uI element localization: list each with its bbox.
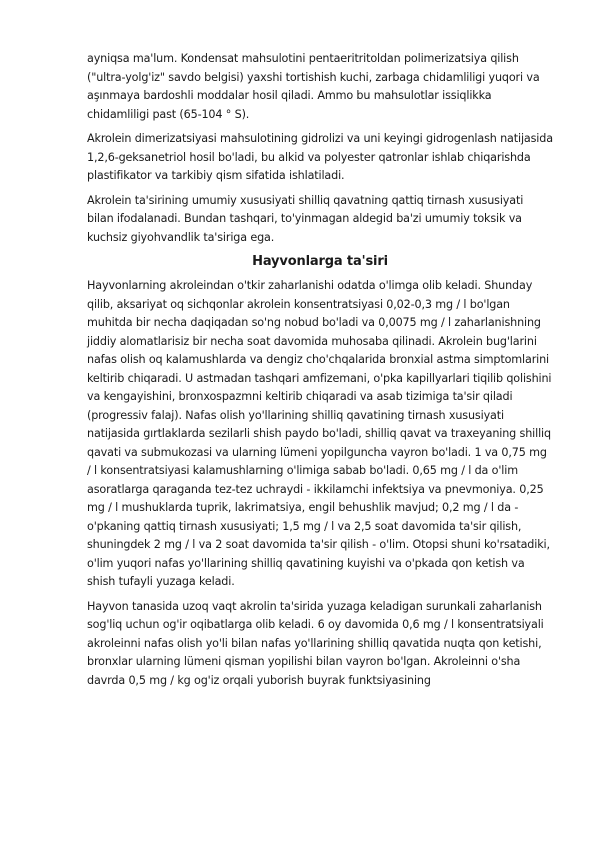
- document-page: [87, 50, 553, 696]
- paragraph-condensation-polymer: ayniqsa ma'lum. Kondensat mahsulotini pentaeritritoldan polimerizatsiya qilish ("ultra-yolg'iz" savdo belgisi) yaxshi tortishish kuchi, zarbaga chidamliligi yuqori va aşınmaya bardoshli moddalar hosil qiladi. Ammo bu mahsulotlar issiqlikka chidamliligi past (65-104 ° S).: [87, 52, 540, 121]
- section-heading: Hayvonlarga ta'siri: [252, 254, 388, 269]
- paragraph-chronic-poisoning: Hayvon tanasida uzoq vaqt akrolin ta'sirida yuzaga keladigan surunkali zaharlanish sog'liq uchun og'ir oqibatlarga olib keladi. 6 oy davomida 0,6 mg / l konsentratsiyali akroleinni nafas olish yo'li bilan nafas yo'llarining shilliq qavatida nuqta qon ketishi, bronxlar ularning lümeni qisman yopilishi bilan vayron bo'lgan. Akroleinni o'sha davrda 0,5 mg / kg og'iz orqali yuborish buyrak funktsiyasining: [87, 599, 544, 687]
- paragraph-acute-poisoning: Hayvonlarning akroleindan o'tkir zaharlanishi odatda o'limga olib keladi. Shunday qilib, aksariyat oq sichqonlar akrolein konsentratsiyasi 0,02-0,3 mg / l bo'lgan muhitda bir necha daqiqadan so'ng nobud bo'ladi va 0,0075 mg / l zaharlanishning jiddiy alomatlarisiz bir necha soat davomida muhosaba qilinadi. Akrolein bug'larini nafas olish oq kalamushlarda va dengiz cho'chqalarida bronxial astma simptomlarini keltirib chiqaradi. U astmadan tashqari amfizemani, o'pka kapillyarlari tiqilib qolishini va kengayishini, bronxospazmni keltirib chiqaradi va asab tizimiga ta'sir qiladi (progressiv falaj). Nafas olish yo'llarining shilliq qavatining tirnash xususiyati natijasida gırtlaklarda sezilarli shish paydo bo'ladi, shilliq qavat va traxeyaning shilliq qavati va submukozasi va ularning lümeni yopilguncha vayron bo'ladi. 1 va 0,75 mg / l konsentratsiyasi kalamushlarning o'limiga sabab bo'ladi. 0,65 mg / l da o'lim asoratlarga qaraganda tez-tez uchraydi - ikkilamchi infektsiya va pnevmoniya. 0,25 mg / l mushuklarda tuprik, lakrimatsiya, engil behushlik mavjud; 0,2 mg / l da - o'pkaning qattiq tirnash xususiyati; 1,5 mg / l va 2,5 soat davomida ta'sir qilish, shuningdek 2 mg / l va 2 soat davomida ta'sir qilish - o'lim. Otopsi shuni ko'rsatadiki, o'lim yuqori nafas yo'llarining shilliq qavatining kuyishi va o'pkada qon ketish va shish tufayli yuzaga keladi.: [87, 279, 552, 588]
- paragraph-hexanetriol: Akrolein dimerizatsiyasi mahsulotining gidrolizi va uni keyingi gidrogenlash natijasida 1,2,6-geksanetriol hosil bo'ladi, bu alkid va polyester qatronlar ishlab chiqarishda plastifikator va tarkibiy qism sifatida ishlatiladi.: [87, 132, 553, 182]
- paragraph-general-effect: Akrolein ta'sirining umumiy xususiyati shilliq qavatning qattiq tirnash xususiyati bilan ifodalanadi. Bundan tashqari, to'yinmagan aldegid ba'zi umumiy toksik va kuchsiz giyohvandlik ta'siriga ega.: [87, 193, 524, 244]
